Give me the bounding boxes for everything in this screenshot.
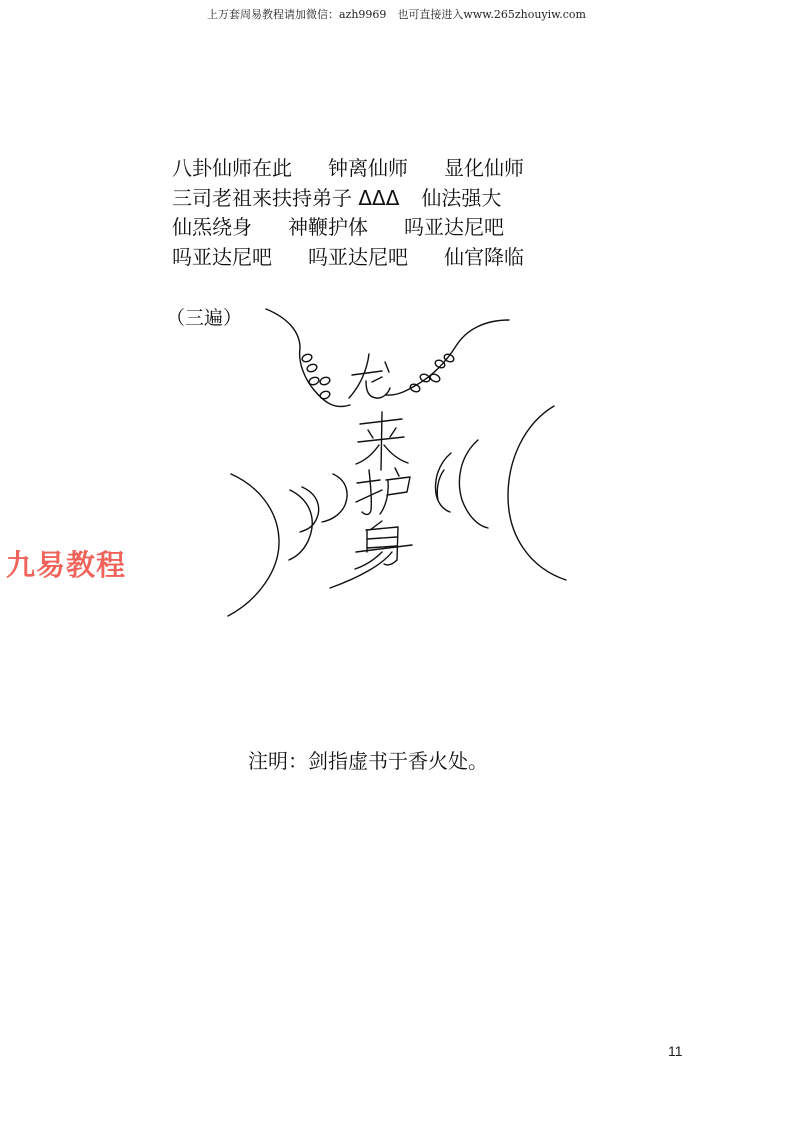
talisman-top-left-curve (266, 309, 350, 407)
talisman-char-long (349, 354, 390, 398)
talisman-loop (306, 363, 318, 373)
verse-phrase: 吗亚达尼吧 (172, 244, 272, 269)
watermark-logo: 九易教程 (6, 548, 127, 582)
talisman-loop (434, 359, 446, 370)
page-number: 11 (668, 1043, 683, 1059)
talisman-char-hu (356, 468, 410, 514)
verse-phrase: 吗亚达尼吧 (404, 215, 504, 239)
talisman-loop (308, 376, 320, 386)
talisman-left-arc (228, 474, 279, 616)
talisman-left-arc (322, 474, 347, 522)
talisman-right-arc (437, 470, 444, 500)
talisman-loop (301, 353, 313, 363)
verse-phrase: 神鞭护体 (288, 215, 368, 239)
verse-phrase: 八卦仙师在此 (172, 156, 292, 180)
usage-note: 注明：剑指虚书于香火处。 (248, 749, 488, 773)
talisman-loop (319, 390, 331, 400)
verse-phrase: 钟离仙师 (328, 156, 408, 180)
verse-phrase: 仙炁绕身 (172, 215, 252, 239)
talisman-loop (319, 376, 331, 386)
verse-phrase: 仙官降临 (444, 244, 524, 269)
talisman-right-arc (459, 440, 488, 528)
verse-phrase: 显化仙师 (444, 156, 524, 180)
talisman-tail-stroke (330, 552, 392, 588)
talisman-top-right-curve (386, 320, 509, 395)
talisman-loop (429, 373, 441, 384)
talisman-char-lai (356, 412, 408, 470)
verse-phrase: 吗亚达尼吧 (308, 244, 408, 269)
talisman-loop (409, 383, 421, 394)
verse-phrase: 三司老祖来扶持弟子 ΔΔΔ (172, 185, 400, 210)
talisman-char-shen (355, 521, 412, 569)
repeat-three-times-note: （三遍） (166, 307, 243, 329)
talisman-right-arc (508, 406, 566, 580)
verse-phrase: 仙法强大 (421, 185, 502, 210)
talisman-left-arc (289, 490, 312, 560)
page-header-banner: 上万套周易教程请加微信：azh9969 也可直接进入www.265zhouyiw.com (206, 8, 586, 21)
